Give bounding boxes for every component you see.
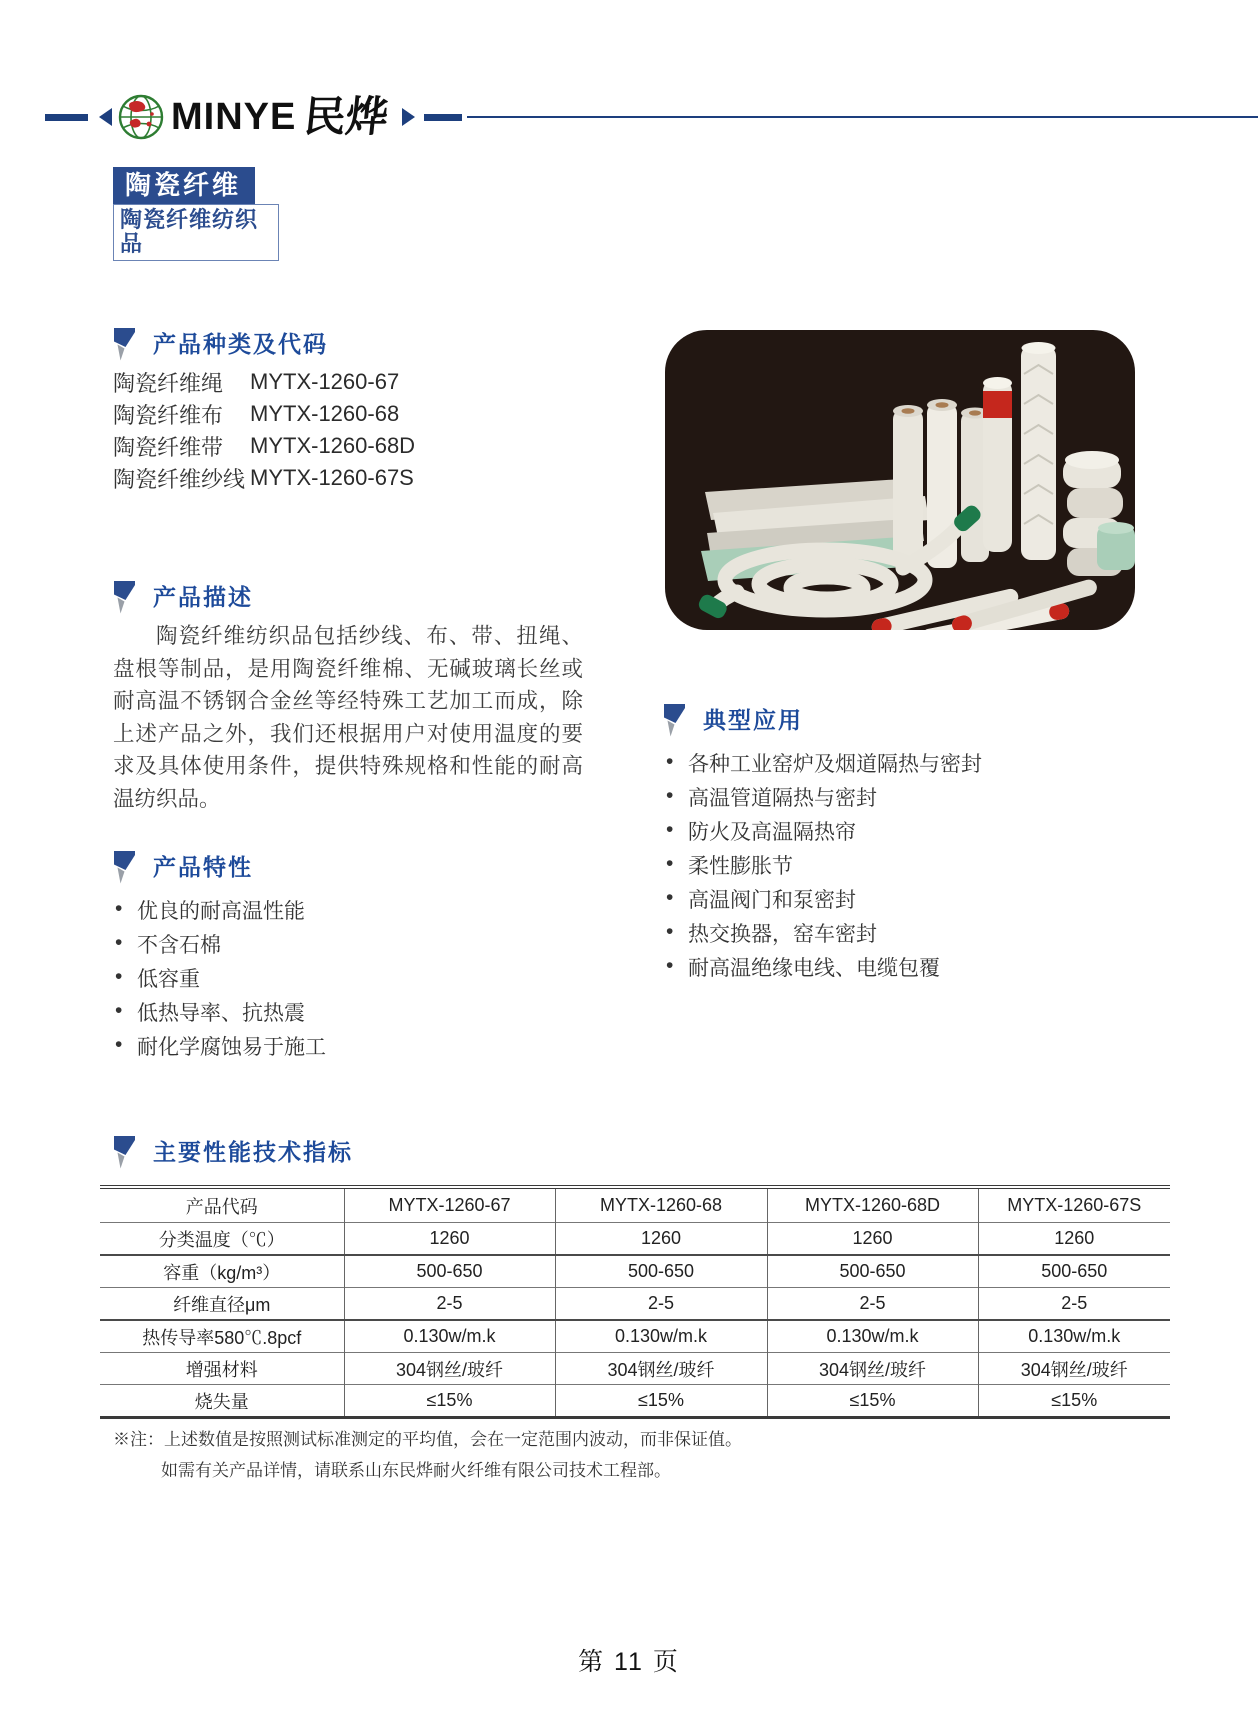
list-item: • 高温管道隔热与密封 [666,780,982,814]
section-heading-features [113,851,253,884]
cell: ≤15% [555,1385,767,1418]
table-row [100,1320,1170,1353]
cell: 500-650 [767,1255,978,1288]
section-heading-text: 主要性能技术指标 [153,1138,353,1165]
product-name: 陶瓷纤维带 [113,434,224,460]
cell: 2-5 [344,1288,555,1321]
spec-table [100,1185,1170,1419]
list-item: • 高温阀门和泵密封 [666,882,982,916]
list-item: • 不含石棉 [115,927,326,961]
cell: 1260 [978,1223,1170,1256]
cell: 0.130w/m.k [767,1320,978,1353]
product-code: MYTX-1260-68D [250,433,416,458]
description-paragraph: 陶瓷纤维纺织品包括纱线、布、带、扭绳、盘根等制品，是用陶瓷纤维棉、无碱玻璃长丝或耐高温不锈钢合金丝等经特殊工艺加工而成，除上述产品之外，我们还根据用户对使用温度的要求及具体使用条件，提供特殊规格和性能的耐高温纺织品。 [113,624,583,811]
row-label: 热传导率580℃.8pcf [142,1327,302,1348]
row-label: 容重（kg/m³） [163,1262,281,1283]
page-title: 陶瓷纤维 [113,167,255,204]
product-code: MYTX-1260-67S [250,465,414,490]
list-item: • 各种工业窑炉及烟道隔热与密封 [666,746,982,780]
table-row [100,1385,1170,1418]
cell: 500-650 [344,1255,555,1288]
list-item: • 柔性膨胀节 [666,848,982,882]
brand-name-en: MINYE [171,96,297,138]
cell: 0.130w/m.k [344,1320,555,1353]
cell: 0.130w/m.k [555,1320,767,1353]
cell: 304钢丝/玻纤 [978,1353,1170,1385]
cell: 304钢丝/玻纤 [344,1353,555,1385]
product-code: MYTX-1260-67 [250,369,400,394]
applications-list [666,746,982,984]
section-heading-description [113,581,253,614]
header-left-dash [45,114,88,121]
table-row [100,1255,1170,1288]
cell: 500-650 [555,1255,767,1288]
table-header-cell: 产品代码 [185,1196,258,1217]
table-row [100,1353,1170,1385]
table-header-row [100,1187,1170,1223]
row-label: 烧失量 [194,1391,249,1412]
cell: 2-5 [767,1288,978,1321]
note-line: 如需有关产品详情，请联系山东民烨耐火纤维有限公司技术工程部。 [161,1461,671,1480]
list-item: • 耐高温绝缘电线、电缆包覆 [666,950,982,984]
table-header-cell: MYTX-1260-67 [344,1187,555,1223]
product-code: MYTX-1260-68 [250,401,400,426]
list-item: • 低容重 [115,961,326,995]
cell: 500-650 [978,1255,1170,1288]
section-heading-codes [113,328,328,361]
section-heading-text: 产品描述 [153,583,253,610]
section-heading-applications [663,704,803,737]
list-item: • 热交换器，窑车密封 [666,916,982,950]
cell: 1260 [555,1223,767,1256]
code-row [113,462,415,494]
cell: 1260 [767,1223,978,1256]
table-row [100,1223,1170,1256]
section-heading-text: 产品种类及代码 [153,330,328,357]
flag-marker-icon [113,581,136,614]
flag-marker-icon [113,851,136,884]
cell: 1260 [344,1223,555,1256]
cell: 304钢丝/玻纤 [767,1353,978,1385]
globe-logo-icon [118,94,164,140]
list-item: • 防火及高温隔热帘 [666,814,982,848]
ceramic-fiber-products-illustration [665,330,1135,630]
code-row [113,366,415,398]
list-item: • 耐化学腐蚀易于施工 [115,1029,326,1063]
cell: 0.130w/m.k [978,1320,1170,1353]
row-label: 纤维直径μm [173,1294,271,1315]
table-notes [113,1424,742,1486]
product-photo [665,330,1135,630]
product-name: 陶瓷纤维绳 [113,370,224,396]
header-rule-line [467,116,1258,118]
product-name: 陶瓷纤维布 [113,402,224,428]
features-list [115,893,326,1063]
code-row [113,398,415,430]
code-row [113,430,415,462]
list-item: • 优良的耐高温性能 [115,893,326,927]
product-codes-list [113,366,415,494]
table-header-cell: MYTX-1260-68 [555,1187,767,1223]
flag-marker-icon [663,704,686,737]
page-subtitle: 陶瓷纤维纺织品 [113,204,279,261]
list-item: • 低热导率、抗热震 [115,995,326,1029]
table-header-cell: MYTX-1260-67S [978,1187,1170,1223]
cell: 2-5 [978,1288,1170,1321]
cell: ≤15% [978,1385,1170,1418]
cell: ≤15% [344,1385,555,1418]
note-line: ※注：上述数值是按照测试标准测定的平均值，会在一定范围内波动，而非保证值。 [113,1430,742,1449]
brand-header [45,90,1258,144]
brand-name-cn: 民烨 [301,92,392,141]
row-label: 分类温度（℃） [158,1229,285,1250]
page-number: 第 11 页 [578,1648,680,1676]
section-heading-text: 典型应用 [703,706,803,733]
table-row [100,1288,1170,1321]
cell: 2-5 [555,1288,767,1321]
cell: 304钢丝/玻纤 [555,1353,767,1385]
section-heading-text: 产品特性 [153,853,253,880]
section-heading-specs [113,1136,353,1169]
left-arrow-icon [99,108,112,126]
flag-marker-icon [113,328,136,361]
table-header-cell: MYTX-1260-68D [767,1187,978,1223]
header-right-dash [424,114,462,121]
flag-marker-icon [113,1136,136,1169]
right-arrow-icon [402,108,415,126]
cell: ≤15% [767,1385,978,1418]
product-name: 陶瓷纤维纱线 [113,466,246,492]
row-label: 增强材料 [185,1359,258,1380]
title-block [113,167,279,261]
